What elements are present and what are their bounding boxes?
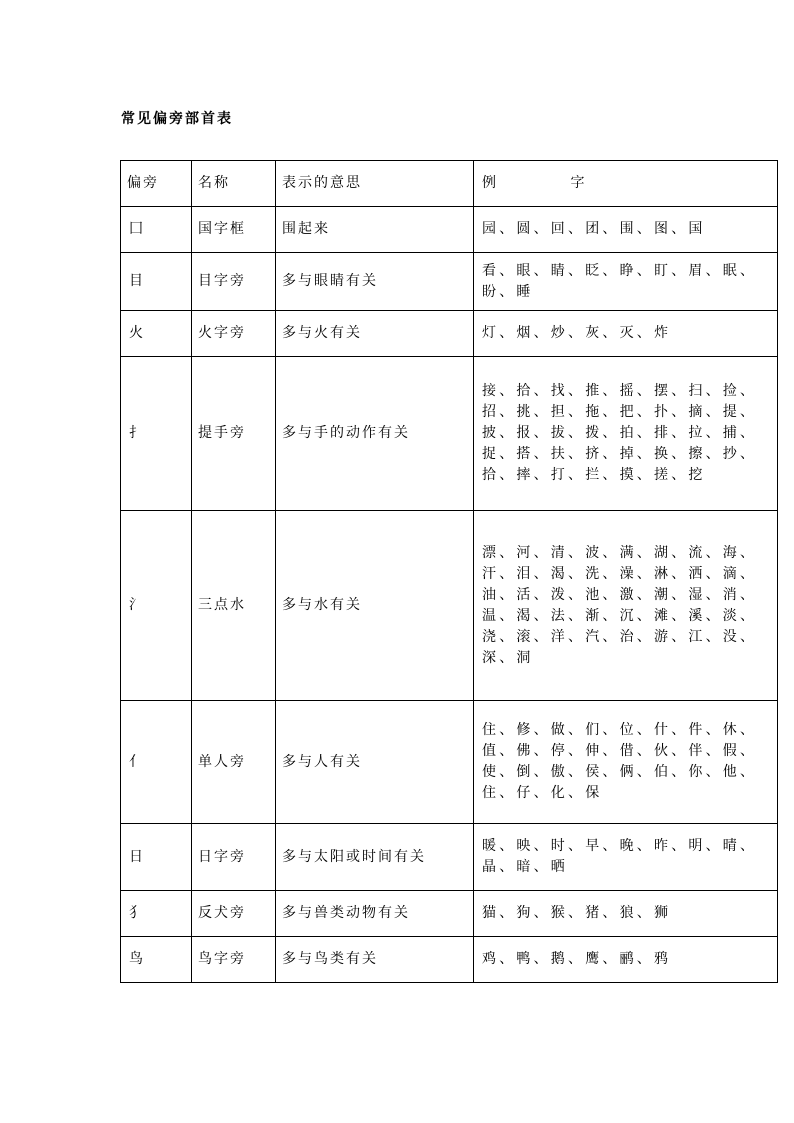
row-name: 目字旁 (192, 253, 276, 311)
row-meaning: 多与太阳或时间有关 (276, 824, 474, 891)
row-meaning: 多与鸟类有关 (276, 937, 474, 983)
header-example-b: 字 (570, 175, 587, 191)
row-name: 单人旁 (192, 701, 276, 824)
row-name: 火字旁 (192, 311, 276, 357)
table-row (121, 511, 778, 701)
table-row (121, 937, 778, 983)
row-radical: 氵 (121, 511, 192, 701)
row-examples-text: 暖、映、时、早、晚、昨、明、晴、晶、暗、晒 (482, 838, 758, 875)
row-meaning: 多与手的动作有关 (276, 357, 474, 511)
table-row (121, 311, 778, 357)
row-examples (474, 937, 778, 983)
row-name: 国字框 (192, 207, 276, 253)
row-radical: 火 (121, 311, 192, 357)
row-name: 日字旁 (192, 824, 276, 891)
table-row (121, 357, 778, 511)
row-name: 鸟字旁 (192, 937, 276, 983)
row-radical: 目 (121, 253, 192, 311)
row-meaning: 多与眼睛有关 (276, 253, 474, 311)
header-example-a: 例 (482, 175, 498, 191)
row-examples-text: 园、圆、回、团、围、图、国 (482, 221, 706, 237)
header-examples (474, 161, 778, 207)
table-row (121, 891, 778, 937)
row-examples-text: 住、修、做、们、位、什、件、休、值、佛、停、伸、借、伙、伴、假、使、倒、傲、侯、俩、伯、你、他、住、仔、化、保 (482, 722, 758, 801)
row-meaning: 围起来 (276, 207, 474, 253)
row-examples-text: 看、眼、睛、眨、睁、盯、眉、眠、盼、睡 (482, 262, 758, 300)
row-examples (474, 207, 778, 253)
table-row (121, 253, 778, 311)
row-examples (474, 311, 778, 357)
row-examples (474, 701, 778, 824)
row-examples (474, 511, 778, 701)
row-meaning: 多与火有关 (276, 311, 474, 357)
radical-table (120, 160, 778, 983)
row-name: 三点水 (192, 511, 276, 701)
table-header-row (121, 161, 778, 207)
row-examples (474, 357, 778, 511)
row-radical: 日 (121, 824, 192, 891)
row-examples-text: 灯、烟、炒、灰、灭、炸 (482, 325, 672, 341)
page-title: 常见偏旁部首表 (121, 111, 233, 127)
row-examples-text: 接、拾、找、推、摇、摆、扫、捡、招、挑、担、拖、把、扑、摘、提、披、报、拔、拨、拍、排、拉、捕、捉、搭、扶、挤、掉、换、擦、抄、拾、摔、打、拦、摸、搓、挖 (482, 383, 758, 483)
row-examples (474, 891, 778, 937)
table-row (121, 701, 778, 824)
row-radical: 犭 (121, 891, 192, 937)
row-examples (474, 253, 778, 311)
row-name: 提手旁 (192, 357, 276, 511)
header-name: 名称 (192, 161, 276, 207)
row-meaning: 多与人有关 (276, 701, 474, 824)
table-row (121, 207, 778, 253)
row-name: 反犬旁 (192, 891, 276, 937)
row-radical: 鸟 (121, 937, 192, 983)
row-radical: 囗 (121, 207, 192, 253)
row-examples-text: 猫、狗、猴、猪、狼、狮 (482, 905, 672, 921)
row-meaning: 多与水有关 (276, 511, 474, 701)
row-examples-text: 鸡、鸭、鹅、鹰、鹂、鸦 (482, 951, 672, 967)
row-meaning: 多与兽类动物有关 (276, 891, 474, 937)
row-examples-text: 漂、河、清、波、满、湖、流、海、汗、泪、渴、洗、澡、淋、洒、滴、油、活、泼、池、激、潮、湿、消、温、渴、法、渐、沉、滩、溪、淡、浇、滚、洋、汽、治、游、江、没、深、洞 (482, 544, 758, 666)
row-radical: 亻 (121, 701, 192, 824)
table-row (121, 824, 778, 891)
header-radical: 偏旁 (121, 161, 192, 207)
header-meaning: 表示的意思 (276, 161, 474, 207)
row-examples (474, 824, 778, 891)
row-radical: 扌 (121, 357, 192, 511)
